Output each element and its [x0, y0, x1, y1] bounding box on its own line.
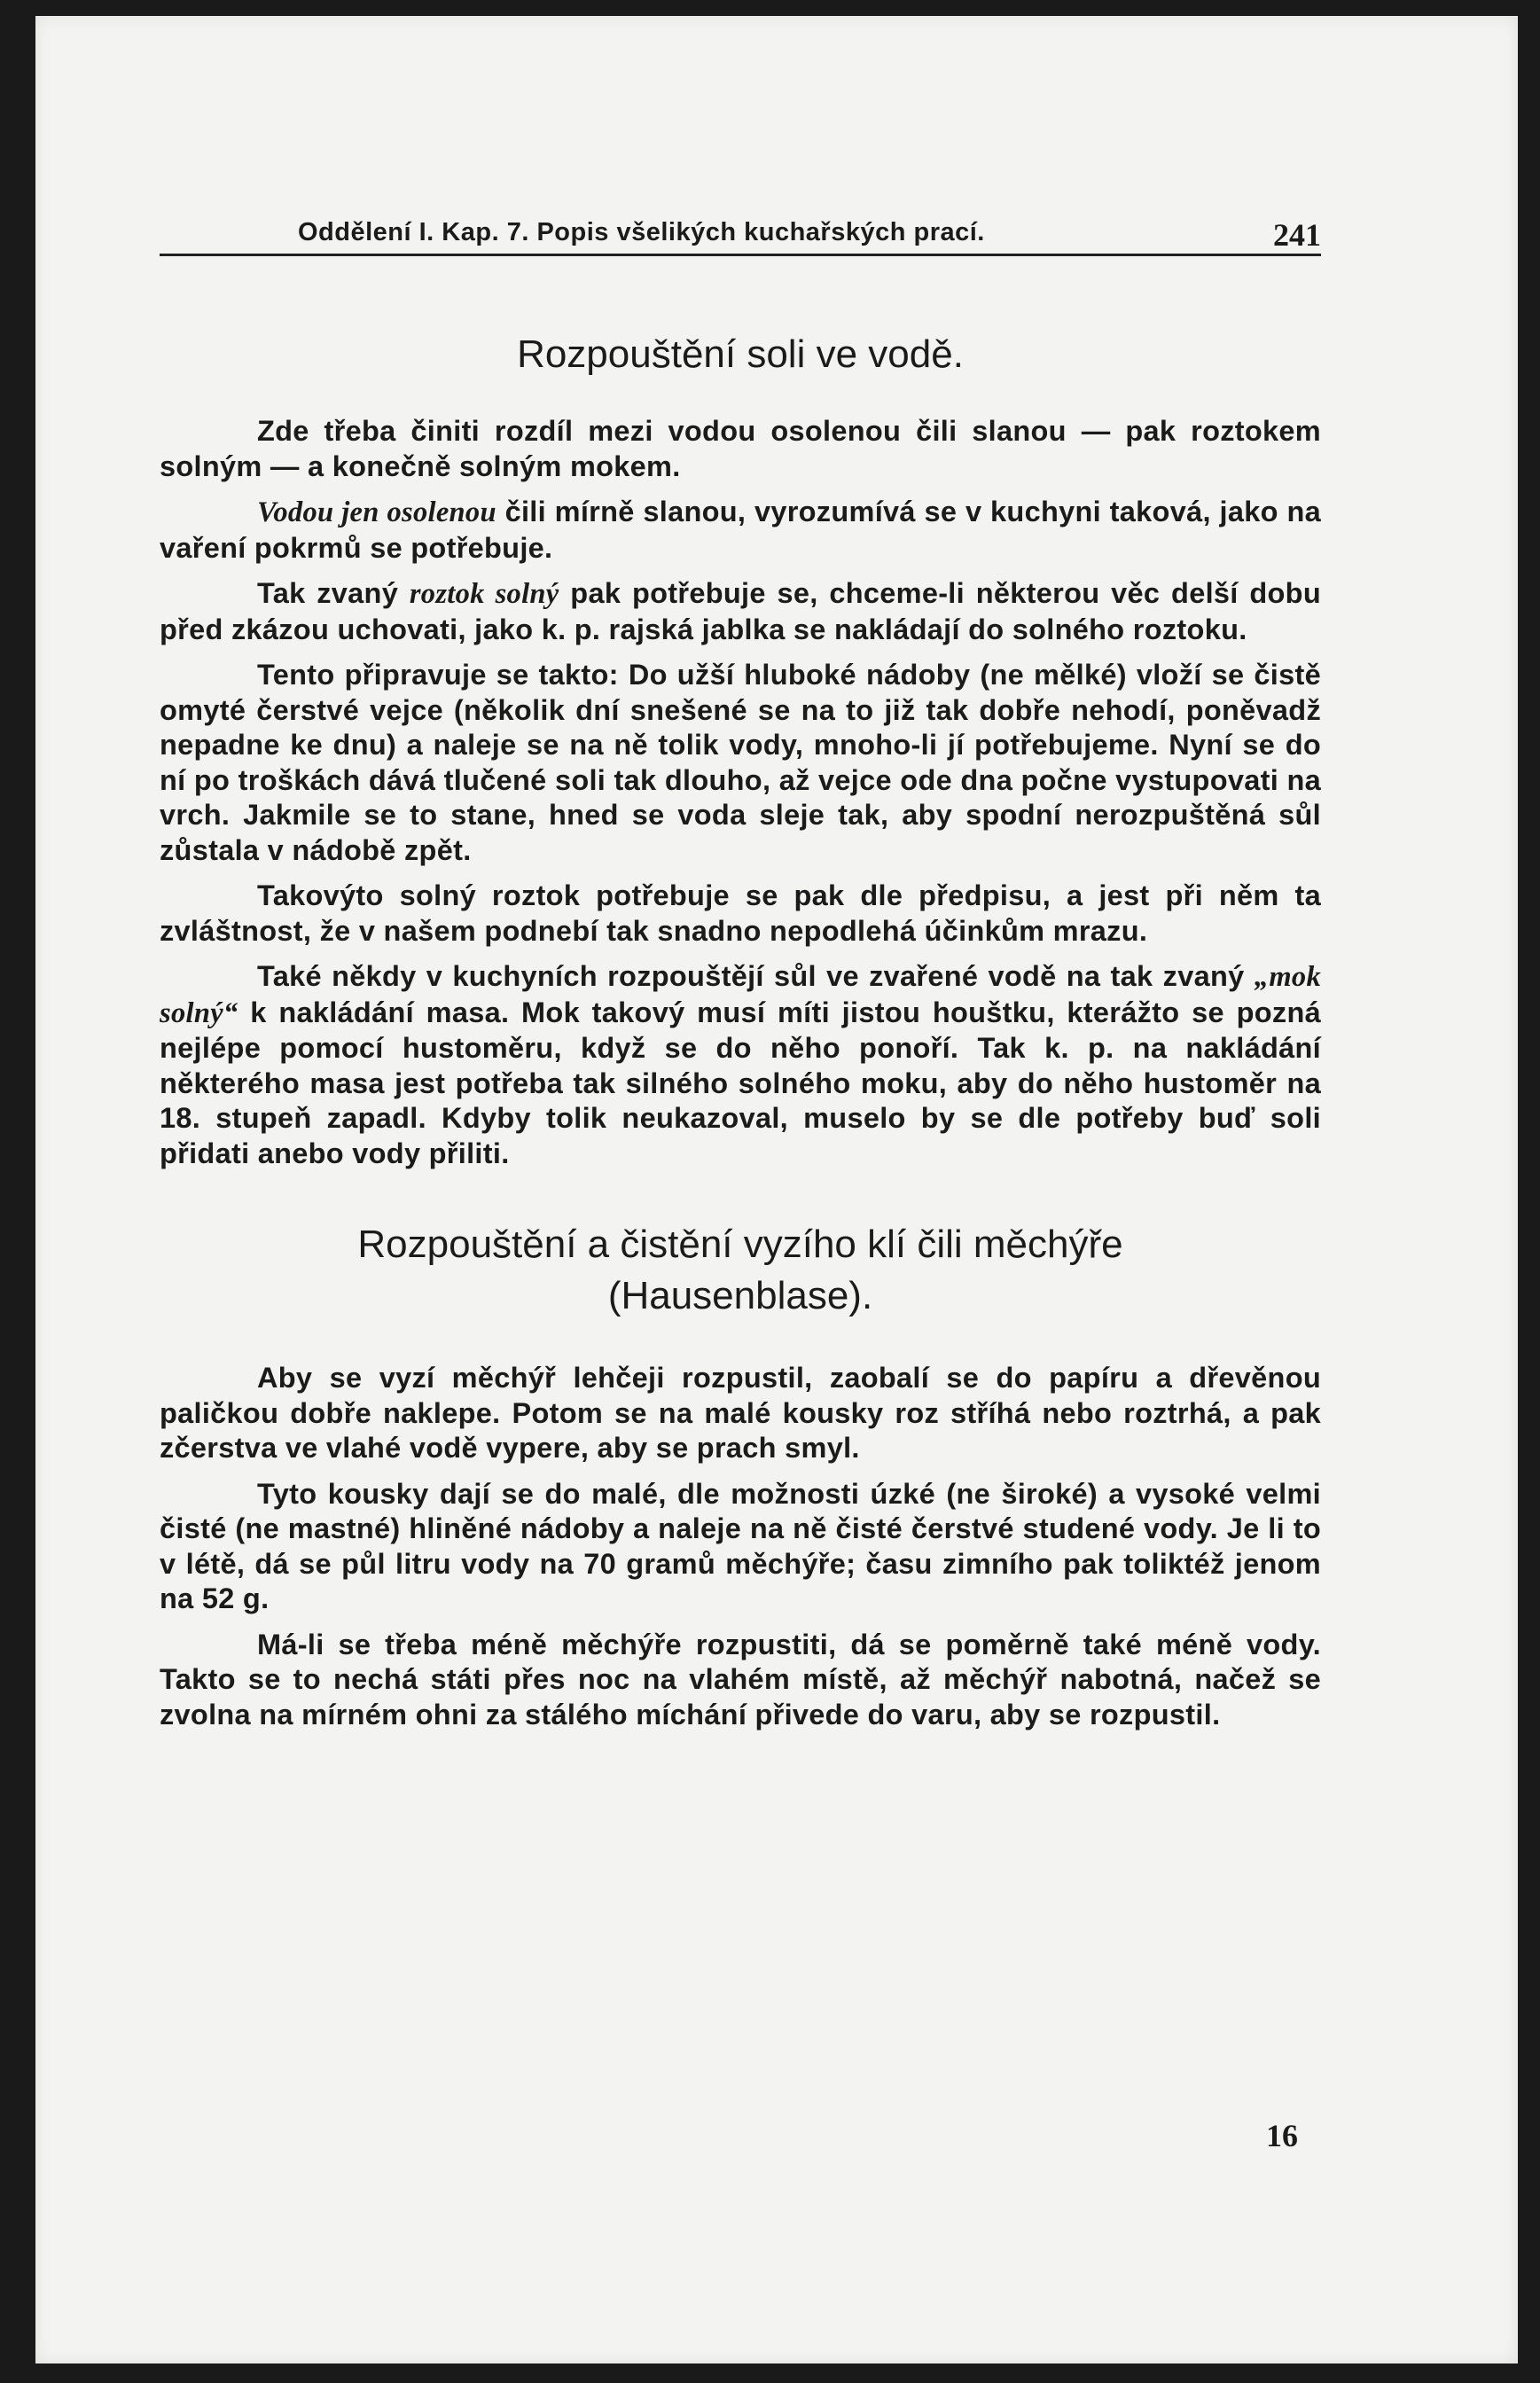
paragraph: Tyto kousky dají se do malé, dle možnosti úzké (ne široké) a vysoké velmi čisté (ne mastné) hliněné nádoby a naleje na ně čisté čerstvé studené vody. Je li to v létě, dá se půl litru vody na 70 gramů měchýře; času zimního pak toliktéž jenom na 52 g.	[160, 1477, 1321, 1614]
page-content	[160, 199, 1321, 1743]
signature-mark: 16	[1266, 2118, 1298, 2153]
paragraph: Tak zvaný roztok solný pak potřebuje se, chceme-li některou věc delší dobu před zkázou uchovati, jako k. p. rajská jablka se nakládají do solného roztoku.	[160, 577, 1321, 645]
section-title-isinglass	[160, 1219, 1321, 1322]
emphasis: roztok solný	[409, 578, 559, 610]
paragraph: Zde třeba činiti rozdíl mezi vodou osolenou čili slanou — pak roztokem solným — a konečně solným mokem.	[160, 415, 1321, 482]
paragraph: Vodou jen osolenou čili mírně slanou, vyrozumívá se v kuchyni taková, jako na vaření pokrmů se potřebuje.	[160, 496, 1321, 564]
running-header	[160, 199, 1321, 256]
paragraph: Tento připravuje se takto: Do užší hluboké nádoby (ne mělké) vloží se čistě omyté čerstvé vejce (několik dní snešené se na to již tak dobře nehodí, poněvadž nepadne ke dnu) a naleje se na ně tolik vody, mnoho-li jí potřebujeme. Nyní se do ní po troškách dává tlučené soli tak dlouho, až vejce ode dna počne vystupovati na vrch. Jakmile se to stane, hned se voda sleje tak, aby spodní nerozpuštěná sůl zůstala v nádobě zpět.	[160, 659, 1321, 866]
paragraph: Aby se vyzí měchýř lehčeji rozpustil, zaobalí se do papíru a dřevěnou paličkou dobře naklepe. Potom se na malé kousky roz stříhá nebo roztrhá, a pak zčerstva ve vlahé vodě vypere, aby se prach smyl.	[160, 1362, 1321, 1464]
section-title-line: (Hausenblase).	[607, 1274, 873, 1317]
section-title-salt: Rozpouštění soli ve vodě.	[517, 332, 964, 376]
paragraph: Má-li se třeba méně měchýře rozpustiti, dá se poměrně také méně vody. Takto se to nechá státi přes noc na vlahém místě, až měchýř nabotná, načež se zvolna na mírném ohni za stálého míchání přivede do varu, aby se rozpustil.	[160, 1628, 1321, 1731]
emphasis: „mok solný“	[160, 961, 1321, 1029]
paragraph: Také někdy v kuchyních rozpouštějí sůl ve zvařené vodě na tak zvaný „mok solný“ k nakládání masa. Mok takový musí míti jistou houštku, kterážto se pozná nejlépe pomocí hustoměru, když se do něho ponoří. Tak k. p. na nakládání některého masa jest potřeba tak silného solného moku, aby do něho hustoměr na 18. stupeň zapadl. Kdyby tolik neukazoval, muselo by se dle potřeby buď soli přidati anebo vody přiliti.	[160, 960, 1321, 1169]
page-number: 241	[1273, 217, 1321, 253]
emphasis: Vodou jen osolenou	[257, 496, 496, 528]
book-page	[35, 16, 1518, 2363]
paragraph: Takovýto solný roztok potřebuje se pak dle předpisu, a jest při něm ta zvláštnost, že v našem podnebí tak snadno nepodlehá účinkům mrazu.	[160, 879, 1321, 947]
section-title-line: Rozpouštění a čistění vyzího klí čili měchýře	[357, 1223, 1123, 1266]
running-title: Oddělení I. Kap. 7. Popis všelikých kuchařských prací.	[298, 218, 985, 246]
